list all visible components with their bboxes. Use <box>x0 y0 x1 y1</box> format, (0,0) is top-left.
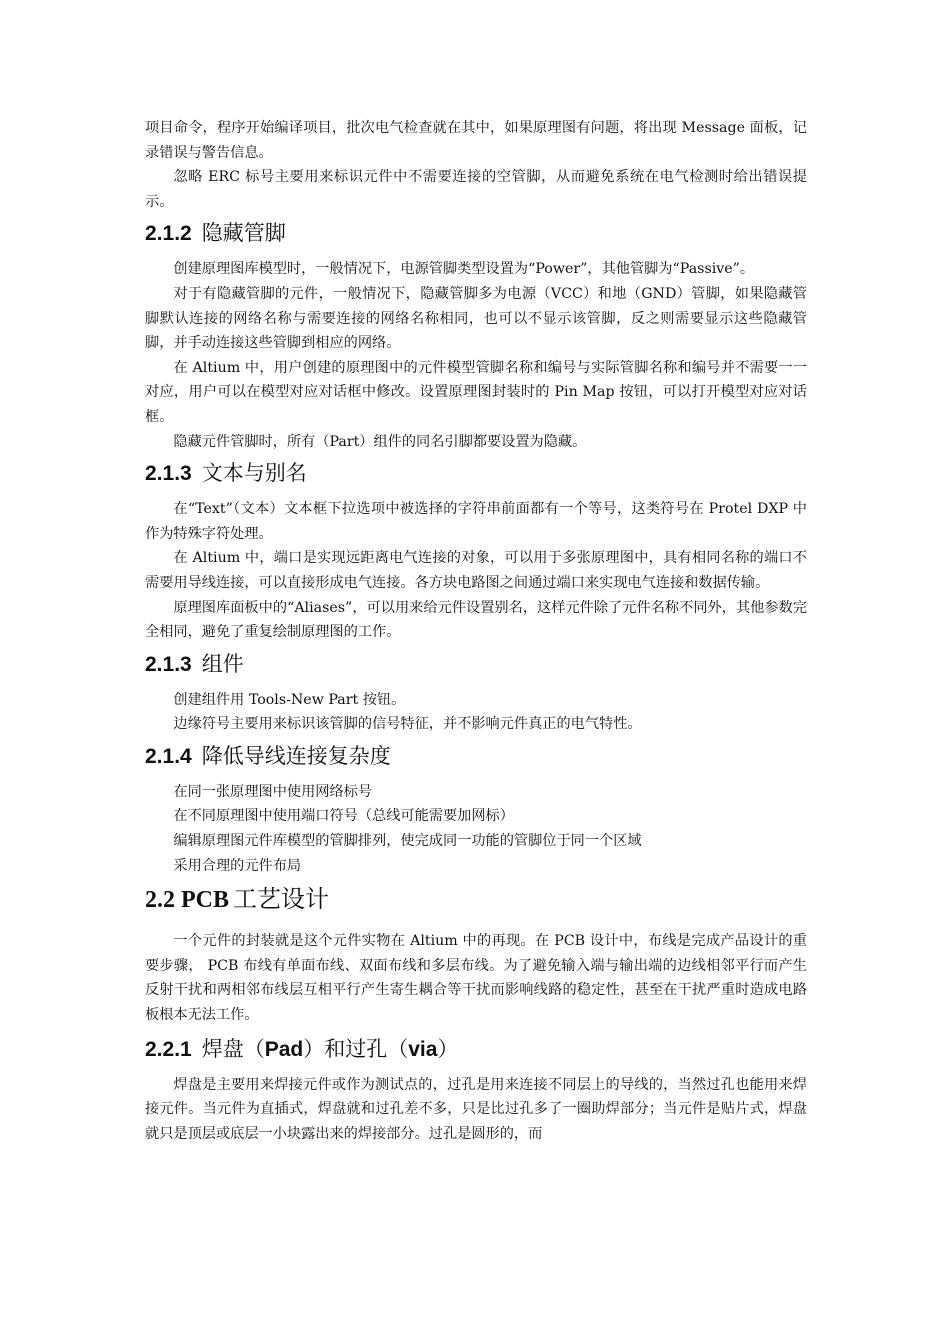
chapter-heading-pcb <box>145 882 807 917</box>
section-number: 2.1.4 <box>145 744 192 768</box>
paragraph: 一个元件的封装就是这个元件实物在 Altium 中的再现。在 PCB 设计中，布线是完成产品设计的重要步骤， PCB 布线有单面布线、双面布线和多层布线。为了避免输入端与输出端的边线相邻平行而产生反射干扰和两相邻布线层互相平行产生寄生耦合等干扰而影响线路的稳定性，甚至在干扰严重时造成电路板根本无法工作。 <box>145 933 807 1024</box>
section-heading-text-alias <box>145 458 807 489</box>
section-title-part: ） <box>437 1036 459 1061</box>
section-number: 2.2.1 <box>145 1037 192 1061</box>
page-content <box>145 116 807 1146</box>
paragraph: 创建原理图库模型时，一般情况下，电源管脚类型设置为“Power”，其他管脚为“Passive”。 <box>173 261 755 278</box>
paragraph: 原理图库面板中的“Aliases”，可以用来给元件设置别名，这样元件除了元件名称不同外，其他参数完全相同，避免了重复绘制原理图的工作。 <box>145 599 807 641</box>
paragraph: 对于有隐藏管脚的元件，一般情况下，隐藏管脚多为电源（VCC）和地（GND）管脚，如果隐藏管脚默认连接的网络名称与需要连接的网络名称相同，也可以不显示该管脚，反之则需要显示这些隐藏管脚，并手动连接这些管脚到相应的网络。 <box>145 285 807 352</box>
section-title: 降低导线连接复杂度 <box>201 743 391 768</box>
section-heading-hidden-pins <box>145 218 807 249</box>
list-item: 在不同原理图中使用端口符号（总线可能需要加网标） <box>173 808 514 825</box>
list-item: 边缘符号主要用来标识该管脚的信号特征，并不影响元件真正的电气特性。 <box>173 716 642 733</box>
paragraph-intro-2: 忽略 ERC 标号主要用来标识元件中不需要连接的空管脚，从而避免系统在电气检测时给出错误提示。 <box>145 169 807 210</box>
paragraph: 焊盘是主要用来焊接元件或作为测试点的，过孔是用来连接不同层上的导线的，当然过孔也能用来焊接元件。当元件为直插式，焊盘就和过孔差不多，只是比过孔多了一圈助焊部分；当元件是贴片式，焊盘就只是顶层或底层一小块露出来的焊接部分。过孔是圆形的，而 <box>145 1076 807 1142</box>
section-heading-reduce-complexity <box>145 741 807 772</box>
section-heading-pad-via <box>145 1034 807 1065</box>
list-item: 创建组件用 Tools-New Part 按钮。 <box>173 691 406 708</box>
section-title-pad: Pad <box>264 1037 304 1061</box>
section-title: 组件 <box>201 651 244 676</box>
paragraph: 在 Altium 中，端口是实现远距离电气连接的对象，可以用于多张原理图中，具有相同名称的端口不需要用导线连接，可以直接形成电气连接。各方块电路图之间通过端口来实现电气连接和数据传输。 <box>145 550 807 591</box>
section-title: 文本与别名 <box>201 461 307 486</box>
paragraph: 在 Altium 中，用户创建的原理图中的元件模型管脚名称和编号与实际管脚名称和编号并不需要一一对应，用户可以在模型对应对话框中修改。设置原理图封装时的 Pin Map 按钮，可以打开模型对应对话框。 <box>145 359 807 425</box>
chapter-title: 工艺设计 <box>233 885 329 914</box>
section-heading-components <box>145 649 807 680</box>
chapter-number: 2.2 PCB <box>145 887 229 914</box>
section-number: 2.1.2 <box>145 222 192 246</box>
section-number: 2.1.3 <box>145 462 192 486</box>
section-number: 2.1.3 <box>145 652 192 676</box>
paragraph-intro-1: 项目命令，程序开始编译项目，批次电气检查就在其中，如果原理图有问题，将出现 Message 面板，记录错误与警告信息。 <box>145 120 807 161</box>
list-item: 编辑原理图元件库模型的管脚排列，使完成同一功能的管脚位于同一个区域 <box>173 833 642 850</box>
paragraph: 在“Text”（文本）文本框下拉选项中被选择的字符串前面都有一个等号，这类符号在 Protel DXP 中作为特殊字符处理。 <box>145 501 807 542</box>
paragraph: 隐藏元件管脚时，所有（Part）组件的同名引脚都要设置为隐藏。 <box>173 433 587 450</box>
section-title-part: 焊盘（ <box>201 1036 265 1061</box>
section-title-part: ）和过孔（ <box>303 1036 409 1061</box>
list-item: 采用合理的元件布局 <box>173 857 302 874</box>
list-item: 在同一张原理图中使用网络标号 <box>173 783 373 800</box>
section-title: 隐藏管脚 <box>201 221 286 246</box>
section-title-via: via <box>408 1037 438 1061</box>
